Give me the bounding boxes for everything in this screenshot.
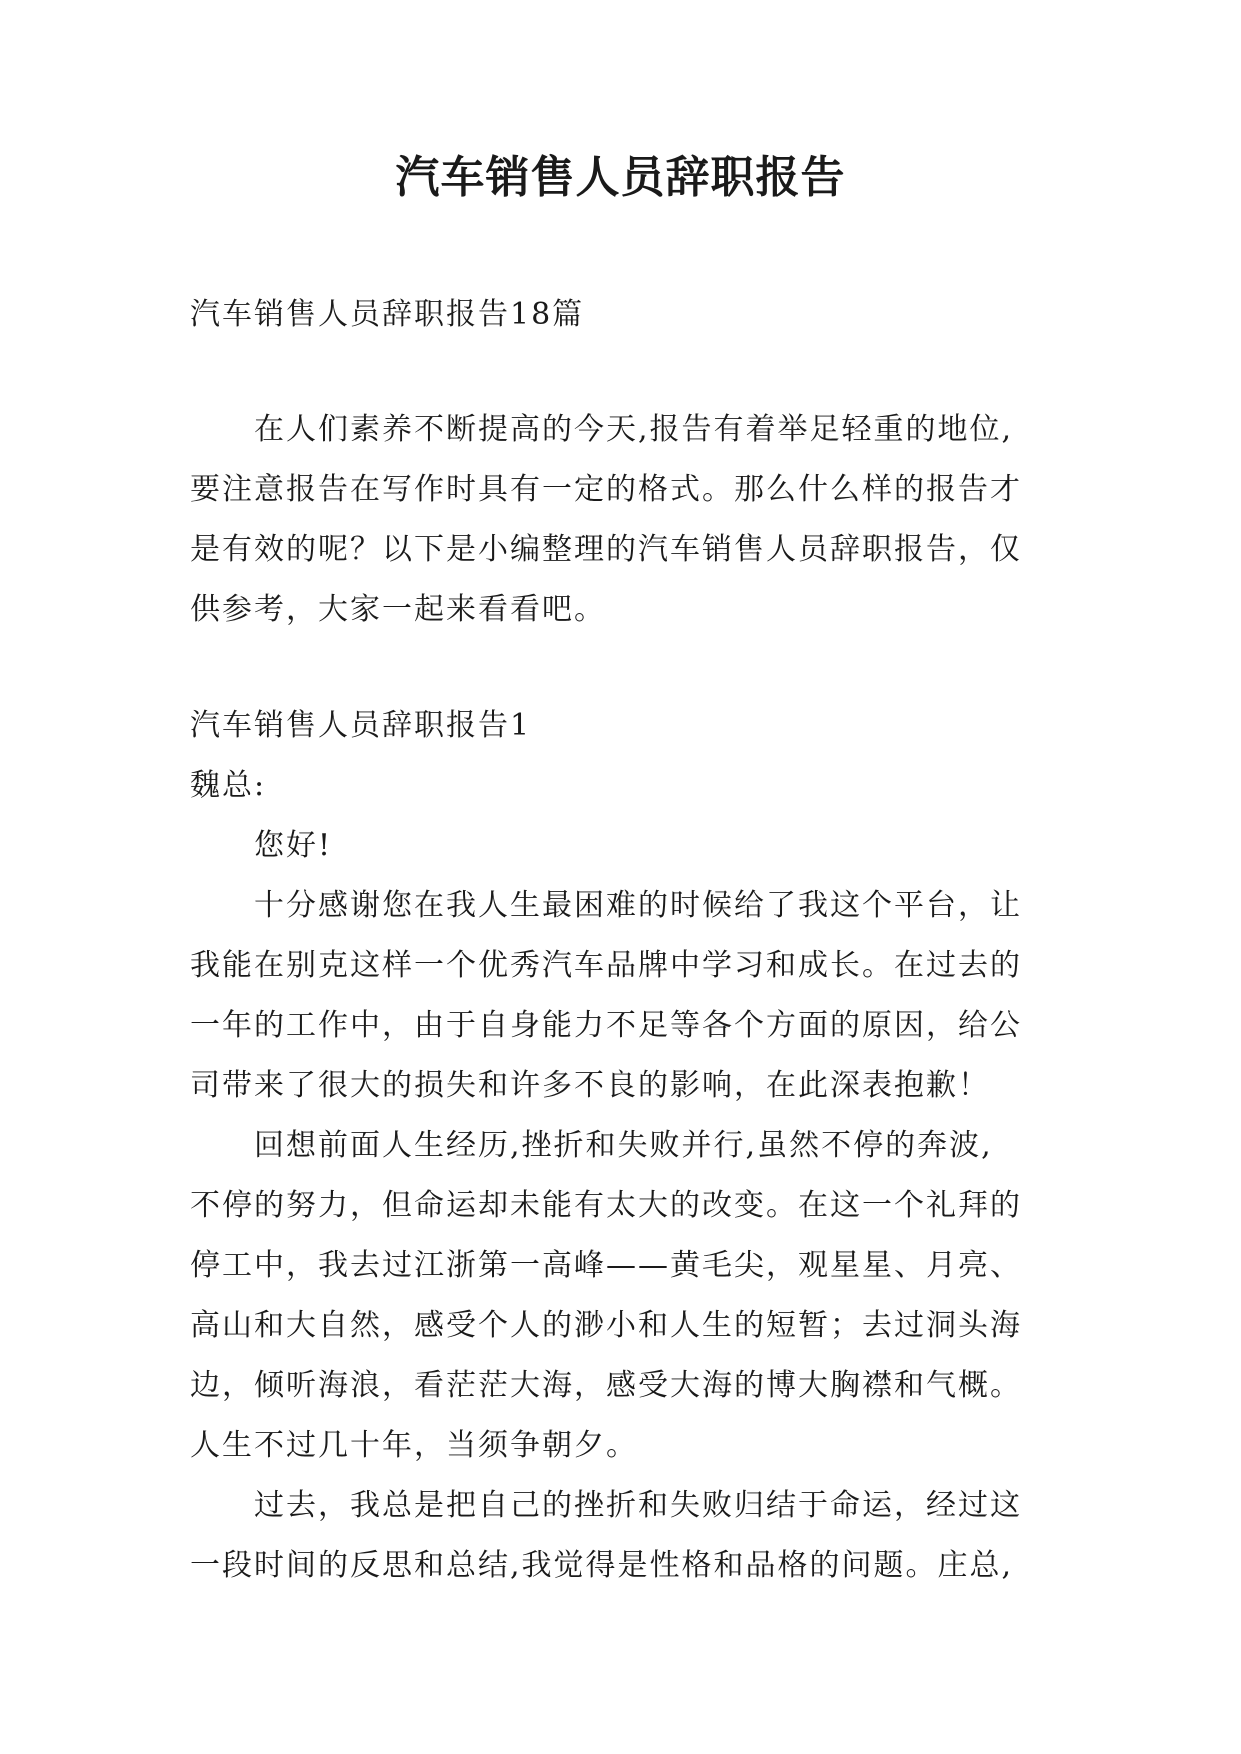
paragraph1-line: 我能在别克这样一个优秀汽车品牌中学习和成长。在过去的 — [190, 948, 1022, 983]
paragraph2-line: 回想前面人生经历,挫折和失败并行,虽然不停的奔波, — [254, 1128, 993, 1163]
paragraph2-line: 边，倾听海浪，看茫茫大海，感受大海的博大胸襟和气概。 — [190, 1368, 1022, 1403]
subtitle-text: 汽车销售人员辞职报告18篇 — [190, 297, 585, 332]
letter-section — [190, 696, 1070, 1596]
paragraph3-line: 一段时间的反思和总结,我觉得是性格和品格的问题。庄总, — [190, 1548, 1014, 1583]
greeting: 您好! — [254, 828, 333, 863]
intro-line: 要注意报告在写作时具有一定的格式。那么什么样的报告才 — [190, 472, 1022, 507]
paragraph2-line: 高山和大自然，感受个人的渺小和人生的短暂；去过洞头海 — [190, 1308, 1022, 1343]
section-heading: 汽车销售人员辞职报告1 — [190, 708, 532, 743]
paragraph1-line: 司带来了很大的损失和许多不良的影响，在此深表抱歉！ — [190, 1068, 990, 1103]
paragraph1-line: 一年的工作中，由于自身能力不足等各个方面的原因，给公 — [190, 1008, 1022, 1043]
document-title: 汽车销售人员辞职报告 — [395, 152, 846, 203]
paragraph2-line: 不停的努力，但命运却未能有太大的改变。在这一个礼拜的 — [190, 1188, 1022, 1223]
paragraph2-line: 停工中，我去过江浙第一高峰——黄毛尖，观星星、月亮、 — [190, 1248, 1022, 1283]
salutation: 魏总: — [190, 768, 267, 803]
document-subtitle — [190, 285, 1070, 345]
intro-paragraph — [190, 400, 1070, 640]
paragraph2-line: 人生不过几十年，当须争朝夕。 — [190, 1428, 638, 1463]
intro-line: 供参考，大家一起来看看吧。 — [190, 592, 606, 627]
intro-line: 在人们素养不断提高的今天,报告有着举足轻重的地位, — [254, 412, 1014, 447]
paragraph3-line: 过去，我总是把自己的挫折和失败归结于命运，经过这 — [254, 1488, 1022, 1523]
intro-line: 是有效的呢？以下是小编整理的汽车销售人员辞职报告，仅 — [190, 532, 1022, 567]
paragraph1-line: 十分感谢您在我人生最困难的时候给了我这个平台，让 — [254, 888, 1022, 923]
